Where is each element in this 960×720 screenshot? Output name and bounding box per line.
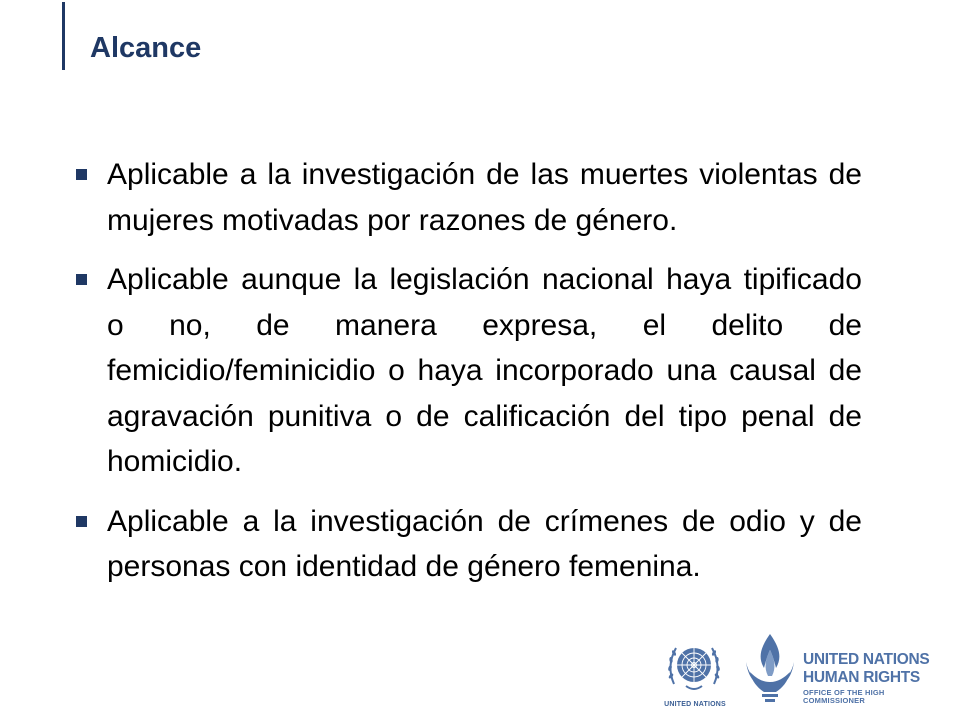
un-label: UNITED NATIONS (664, 701, 726, 708)
un-emblem-icon (664, 636, 724, 698)
bullet-text: Aplicable a la investigación de las muertes violentas de mujeres motivadas por razones de género. (107, 158, 862, 237)
ohchr-line1: UNITED NATIONS (803, 651, 930, 668)
bullet-item (72, 499, 862, 590)
bullet-text: Aplicable aunque la legislación nacional haya tipificado o no, de manera expresa, el delito de femicidio/feminicidio o haya incorporado una causal de agravación punitiva o de calificación del tipo penal de homicidio. (107, 263, 862, 478)
bullet-list (72, 152, 862, 604)
bullet-marker-icon (76, 516, 87, 527)
logos (660, 632, 945, 712)
bullet-marker-icon (76, 169, 87, 180)
bullet-item (72, 152, 862, 243)
ohchr-line3: OFFICE OF THE HIGH COMMISSIONER (803, 688, 885, 705)
ohchr-text (803, 652, 945, 704)
bullet-item (72, 257, 862, 485)
ohchr-flame-icon (742, 632, 798, 708)
bullet-text: Aplicable a la investigación de crímenes de odio y de personas con identidad de género femenina. (107, 504, 862, 583)
title-accent-bar (62, 2, 65, 70)
slide-title: Alcance (90, 32, 202, 64)
bullet-marker-icon (76, 274, 87, 285)
ohchr-line2: HUMAN RIGHTS (803, 668, 920, 686)
